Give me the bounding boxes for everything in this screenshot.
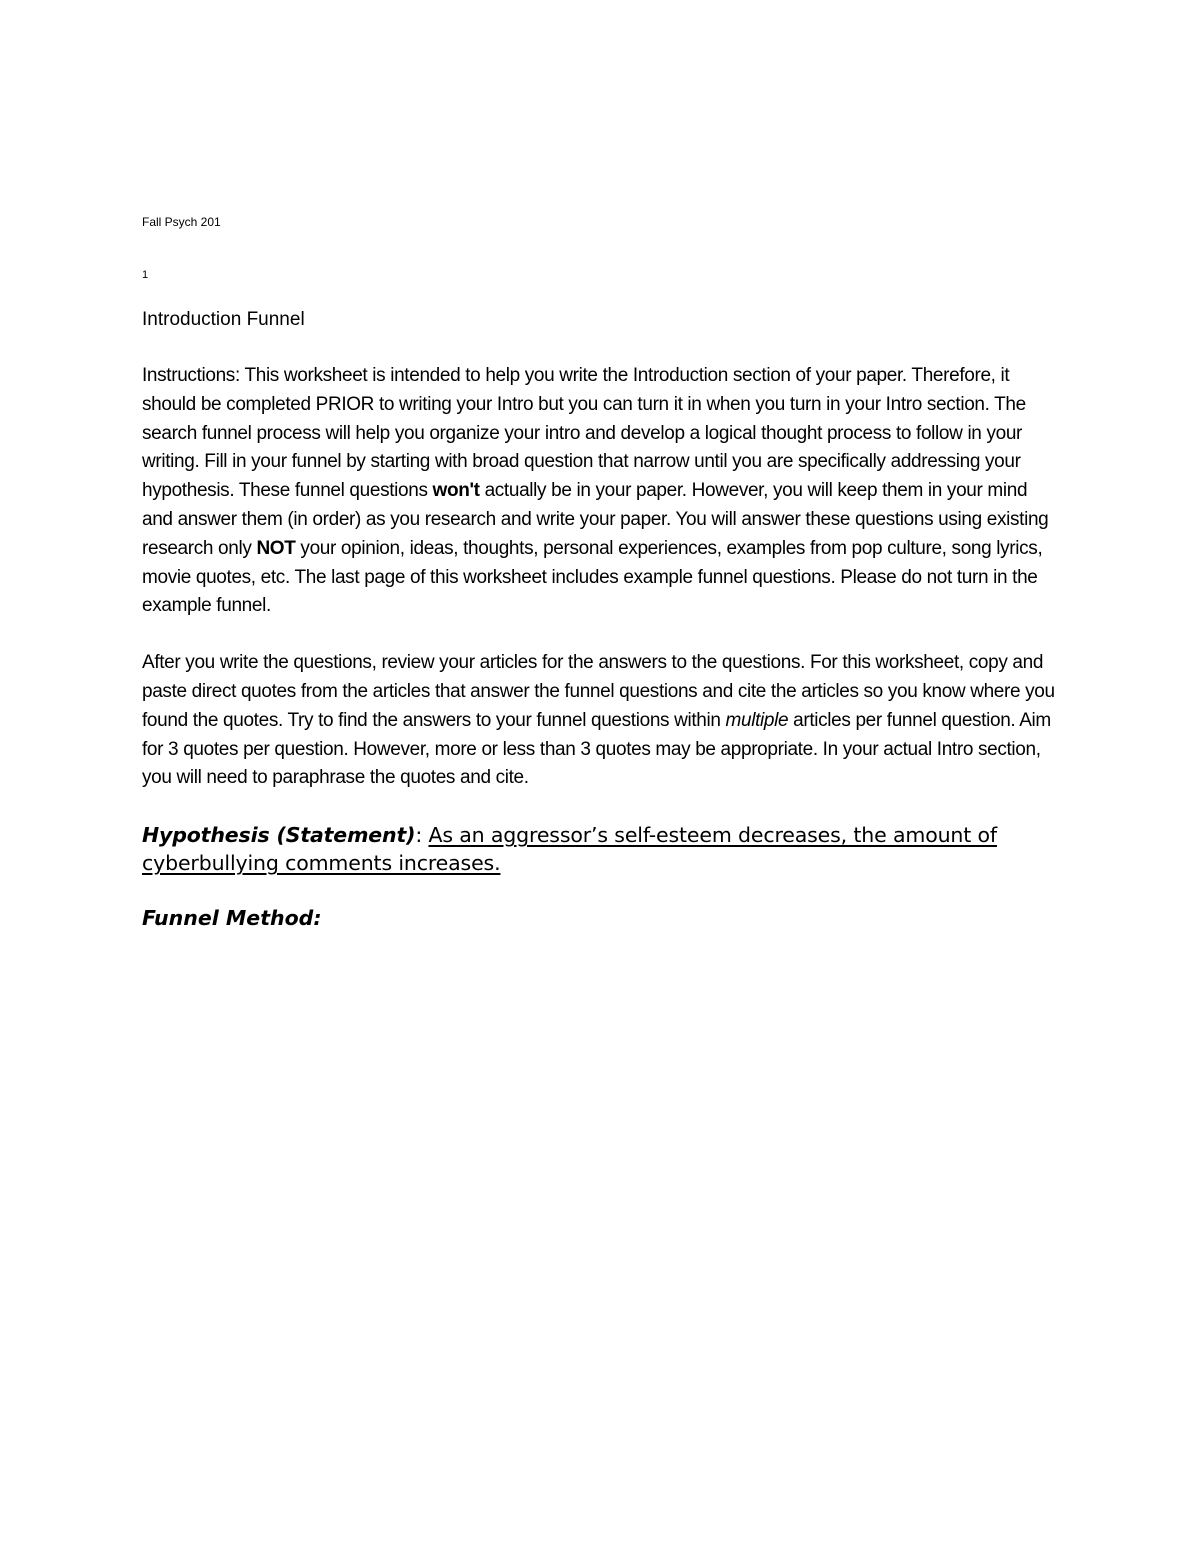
quotes-paragraph (142, 649, 1062, 793)
instructions-text-3: your opinion, ideas, thoughts, personal experiences, examples from pop culture, song lyrics, movie quotes, etc. The last page of this worksheet includes example funnel questions. Please do not turn in the example funnel. (142, 537, 1043, 617)
page-number: 1 (142, 269, 149, 281)
page-content (142, 214, 1062, 932)
instructions-text-1: Instructions: This worksheet is intended to help you write the Introduction section of your paper. Therefore, it should be completed PRIOR to writing your Intro but you can turn it in when you turn in your Intro section. The search funnel process will help you organize your intro and develop a logical thought process to follow in your writing. Fill in your funnel by starting with broad question that narrow until you are specifically addressing your hypothesis. These funnel questions (142, 365, 1026, 502)
document-title: Introduction Funnel (142, 309, 305, 330)
hypothesis-statement: As an aggressor’s self-esteem decreases, the amount of cyberbullying comments increases. (142, 823, 997, 876)
hypothesis-line (142, 821, 1062, 877)
hypothesis-label: Hypothesis (Statement) (142, 823, 416, 848)
quotes-emphasis-multiple: multiple (725, 709, 789, 731)
hypothesis-separator: : (415, 823, 429, 848)
instructions-emphasis-wont: won't (432, 480, 480, 502)
instructions-paragraph (142, 362, 1062, 621)
quotes-text-1: After you write the questions, review your articles for the answers to the questions. For this worksheet, copy and paste direct quotes from the articles that answer the funnel questions and cite the articles so you know where you found the quotes. Try to find the answers to your funnel questions within (142, 652, 1055, 731)
course-header: Fall Psych 201 (142, 215, 221, 229)
funnel-method-label: Funnel Method: (142, 906, 322, 931)
instructions-emphasis-not: NOT (256, 537, 296, 559)
instructions-text-2: actually be in your paper. However, you will keep them in your mind and answer them (in order) as you research and write your paper. You will answer these questions using existing research only (142, 480, 1049, 559)
quotes-text-2: articles per funnel question. Aim for 3 quotes per question. However, more or less than 3 quotes may be appropriate. In your actual Intro section, you will need to paraphrase the quotes and cite. (142, 709, 1051, 789)
